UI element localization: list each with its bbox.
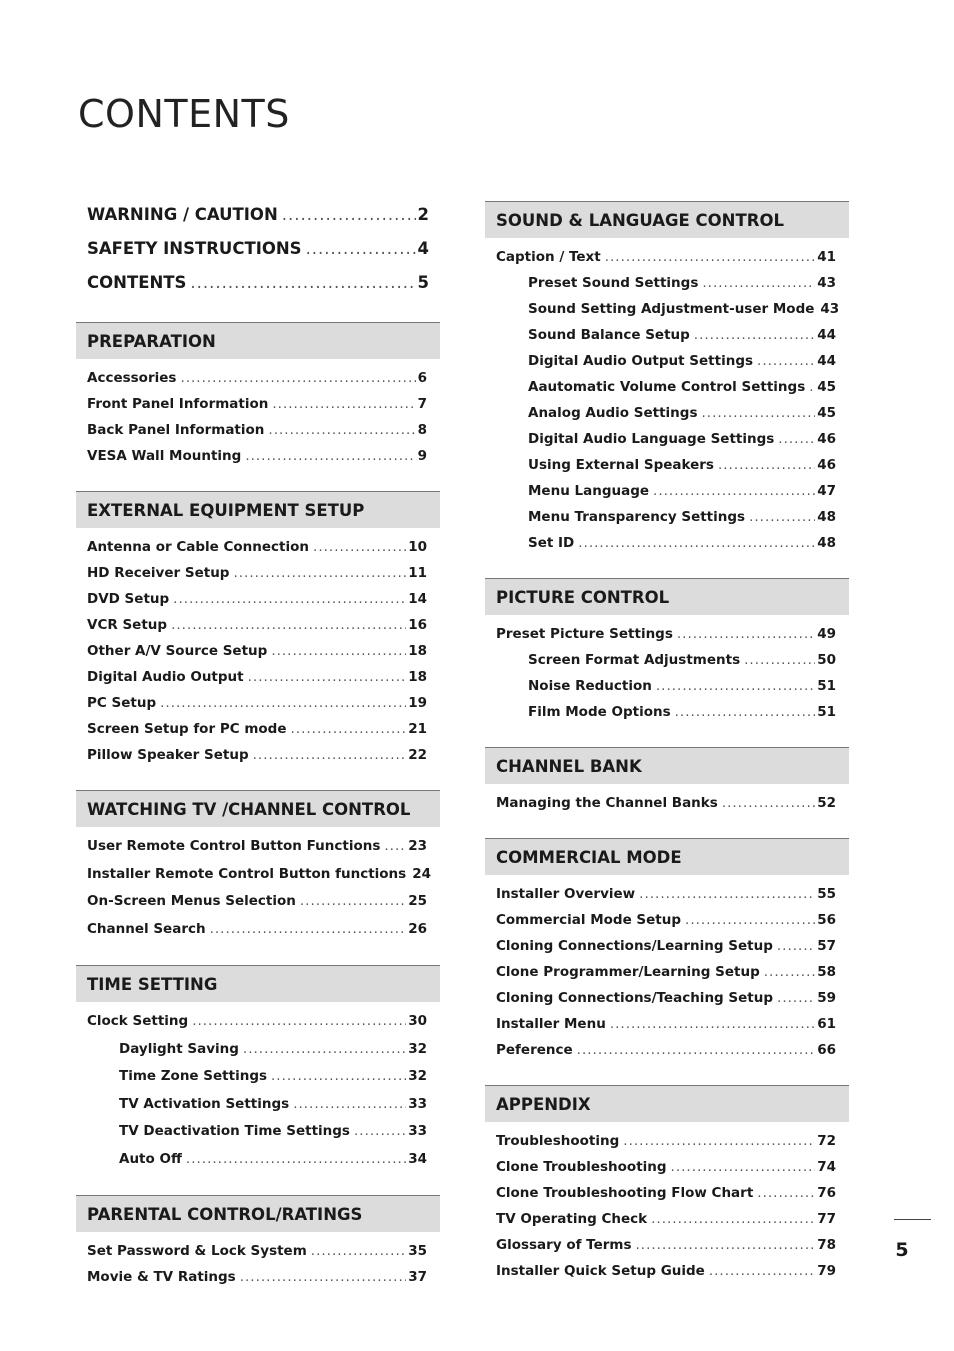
entry-label: DVD Setup	[87, 591, 170, 607]
section-entries	[485, 615, 849, 725]
entry-page: 51	[817, 704, 836, 720]
entry-label: Analog Audio Settings	[528, 405, 698, 421]
dot-leader	[290, 716, 406, 742]
entry-page: 10	[408, 539, 427, 555]
dot-leader	[300, 888, 406, 916]
entry-label: Other A/V Source Setup	[87, 643, 268, 659]
dot-leader	[173, 586, 406, 612]
entry-label: Caption / Text	[496, 249, 601, 265]
entry-label: Auto Off	[119, 1150, 182, 1167]
entry-label: Installer Overview	[496, 886, 636, 902]
dot-leader	[160, 690, 406, 716]
entry-page: 25	[408, 893, 427, 909]
dot-leader	[677, 621, 815, 647]
entry-page: 52	[817, 795, 836, 811]
entry-label: Clone Troubleshooting	[496, 1159, 667, 1175]
entry-label: Preset Sound Settings	[528, 275, 699, 291]
toc-entry[interactable]	[496, 647, 836, 673]
entry-page: 48	[817, 535, 836, 551]
dot-leader	[722, 790, 815, 816]
entry-page: 32	[408, 1068, 427, 1084]
toc-entry[interactable]	[496, 322, 836, 348]
entry-label: Aautomatic Volume Control Settings	[528, 379, 806, 395]
toc-section	[76, 965, 440, 1173]
entry-label: Back Panel Information	[87, 422, 265, 438]
toc-section	[76, 491, 440, 768]
entry-page: 33	[408, 1095, 427, 1112]
toc-entry[interactable]	[87, 266, 429, 300]
toc-entry[interactable]	[87, 391, 427, 417]
dot-leader	[306, 232, 416, 266]
toc-entry[interactable]	[87, 1118, 427, 1146]
entry-label: Commercial Mode Setup	[496, 912, 682, 928]
entry-page: 7	[417, 396, 427, 412]
toc-entry[interactable]	[87, 1238, 427, 1264]
section-header-picture-control: PICTURE CONTROL	[485, 578, 849, 615]
section-header-external-equipment-setup: EXTERNAL EQUIPMENT SETUP	[76, 491, 440, 528]
entry-label: HD Receiver Setup	[87, 565, 230, 581]
toc-entry[interactable]	[496, 1180, 836, 1206]
dot-leader	[171, 612, 406, 638]
section-entries	[76, 1002, 440, 1173]
entry-label: Antenna or Cable Connection	[87, 539, 310, 555]
toc-entry[interactable]	[87, 365, 427, 391]
toc-entry[interactable]	[496, 621, 836, 647]
entry-label: Clone Programmer/Learning Setup	[496, 964, 760, 980]
dot-leader	[702, 270, 815, 296]
dot-leader	[636, 1232, 816, 1258]
toc-entry[interactable]	[496, 452, 836, 478]
entry-label: Set Password & Lock System	[87, 1243, 307, 1259]
section-entries	[76, 359, 440, 469]
entry-label: Installer Quick Setup Guide	[496, 1263, 705, 1279]
entry-page: 50	[817, 652, 836, 668]
toc-entry[interactable]	[87, 690, 427, 716]
entry-label: Using External Speakers	[528, 457, 714, 473]
entry-page: 48	[817, 509, 836, 525]
dot-leader	[293, 1091, 406, 1119]
entry-page: 32	[408, 1040, 427, 1057]
entry-page: 47	[817, 483, 836, 499]
entry-label: Accessories	[87, 370, 177, 386]
dot-leader	[718, 452, 815, 478]
entry-page: 58	[817, 964, 836, 980]
entry-page: 59	[817, 990, 836, 1006]
entry-label: Cloning Connections/Teaching Setup	[496, 990, 774, 1006]
section-header-commercial-mode: COMMERCIAL MODE	[485, 838, 849, 875]
toc-entry[interactable]	[496, 1037, 836, 1063]
entry-page: 35	[408, 1243, 427, 1259]
section-header-channel-bank: CHANNEL BANK	[485, 747, 849, 784]
dot-leader	[282, 198, 416, 232]
dot-leader	[671, 1154, 816, 1180]
entry-page: 11	[408, 565, 427, 581]
entry-label: Movie & TV Ratings	[87, 1269, 236, 1285]
page-title: CONTENTS	[78, 92, 290, 136]
toc-section	[485, 838, 849, 1063]
entry-label: Preset Picture Settings	[496, 626, 673, 642]
entry-page: 72	[817, 1133, 836, 1149]
section-entries	[76, 1232, 440, 1290]
dot-leader	[245, 443, 415, 469]
entry-page: 16	[408, 617, 427, 633]
toc-entry[interactable]	[496, 478, 836, 504]
entry-label: Sound Setting Adjustment-user Mode	[528, 301, 815, 317]
entry-label: Managing the Channel Banks	[496, 795, 718, 811]
toc-section	[76, 1195, 440, 1290]
entry-page: 6	[417, 370, 427, 386]
toc-entry[interactable]	[496, 1258, 836, 1284]
entry-page: 51	[817, 678, 836, 694]
entry-label: Pillow Speaker Setup	[87, 747, 249, 763]
right-column	[485, 201, 849, 1306]
entry-page: 5	[417, 273, 429, 292]
dot-leader	[272, 391, 415, 417]
entry-label: Digital Audio Output	[87, 669, 244, 685]
entry-page: 45	[817, 405, 836, 421]
toc-entry[interactable]	[496, 907, 836, 933]
toc-entry[interactable]	[87, 1036, 427, 1064]
entry-page: 18	[408, 643, 427, 659]
entry-label: Glossary of Terms	[496, 1237, 632, 1253]
entry-label: TV Deactivation Time Settings	[119, 1123, 350, 1139]
entry-label: Cloning Connections/Learning Setup	[496, 938, 773, 954]
section-entries	[76, 827, 440, 943]
left-column	[76, 198, 440, 1312]
entry-page: 9	[417, 448, 427, 464]
dot-leader	[757, 1180, 815, 1206]
toc-section	[76, 790, 440, 943]
dot-leader	[354, 1118, 406, 1146]
entry-page: 74	[817, 1159, 836, 1175]
dot-leader	[384, 833, 406, 861]
toc-entry[interactable]	[496, 1128, 836, 1154]
entry-page: 77	[817, 1211, 836, 1227]
entry-page: 61	[817, 1016, 836, 1032]
dot-leader	[749, 504, 815, 530]
section-entries	[76, 528, 440, 768]
toc-entry[interactable]	[87, 638, 427, 664]
toc-entry[interactable]	[87, 612, 427, 638]
toc-entry[interactable]	[87, 586, 427, 612]
right-sections	[485, 201, 849, 1284]
dot-leader	[253, 742, 407, 768]
section-entries	[485, 1122, 849, 1284]
entry-label: Film Mode Options	[528, 704, 671, 720]
entry-page: 22	[408, 747, 427, 763]
section-header-sound-language-control: SOUND & LANGUAGE CONTROL	[485, 201, 849, 238]
left-sections	[76, 322, 440, 1290]
dot-leader	[271, 638, 406, 664]
toc-entry[interactable]	[87, 1063, 427, 1091]
dot-leader	[651, 1206, 815, 1232]
entry-label: User Remote Control Button Functions	[87, 838, 381, 854]
section-header-parental-control-ratings: PARENTAL CONTROL/RATINGS	[76, 1195, 440, 1232]
toc-entry[interactable]	[496, 504, 836, 530]
entry-page: 14	[408, 591, 427, 607]
dot-leader	[180, 365, 415, 391]
toc-entry[interactable]	[496, 374, 836, 400]
dot-leader	[685, 907, 815, 933]
entry-page: 76	[817, 1185, 836, 1201]
entry-page: 66	[817, 1042, 836, 1058]
entry-page: 18	[408, 669, 427, 685]
section-header-preparation: PREPARATION	[76, 322, 440, 359]
toc-entry[interactable]	[496, 673, 836, 699]
dot-leader	[777, 985, 815, 1011]
entry-label: Screen Setup for PC mode	[87, 721, 287, 737]
entry-page: 34	[408, 1150, 427, 1167]
entry-page: 4	[417, 239, 429, 258]
entry-label: Channel Search	[87, 920, 206, 937]
entry-label: Sound Balance Setup	[528, 327, 690, 343]
entry-label: TV Activation Settings	[119, 1095, 290, 1112]
toc-entry[interactable]	[496, 699, 836, 725]
toc-entry[interactable]	[496, 881, 836, 907]
toc-entry[interactable]	[87, 443, 427, 469]
dot-leader	[778, 426, 815, 452]
dot-leader	[243, 1036, 406, 1064]
toc-entry[interactable]	[496, 985, 836, 1011]
toc-section	[485, 578, 849, 725]
entry-label: Digital Audio Output Settings	[528, 353, 754, 369]
dot-leader	[311, 1238, 406, 1264]
section-header-appendix: APPENDIX	[485, 1085, 849, 1122]
entry-page: 8	[417, 422, 427, 438]
toc-entry[interactable]	[496, 296, 840, 322]
dot-leader	[577, 1037, 816, 1063]
entry-page: 79	[817, 1263, 836, 1279]
entry-page: 37	[408, 1269, 427, 1285]
entry-label: Set ID	[528, 535, 575, 551]
dot-leader	[744, 647, 815, 673]
page-number-rule	[894, 1219, 931, 1220]
entry-label: Clone Troubleshooting Flow Chart	[496, 1185, 754, 1201]
dot-leader	[248, 664, 407, 690]
entry-page: 46	[817, 431, 836, 447]
dot-leader	[313, 534, 406, 560]
toc-entry[interactable]	[87, 1146, 427, 1174]
entry-page: 41	[817, 249, 836, 265]
dot-leader	[809, 374, 815, 400]
dot-leader	[709, 1258, 815, 1284]
entry-label: VCR Setup	[87, 617, 168, 633]
entry-label: Installer Menu	[496, 1016, 606, 1032]
toc-entry[interactable]	[496, 270, 836, 296]
dot-leader	[701, 400, 815, 426]
section-header-time-setting: TIME SETTING	[76, 965, 440, 1002]
toc-section	[76, 322, 440, 469]
entry-page: 21	[408, 721, 427, 737]
entry-label: Clock Setting	[87, 1013, 189, 1029]
toc-entry[interactable]	[496, 1232, 836, 1258]
entry-label: Time Zone Settings	[119, 1068, 268, 1084]
dot-leader	[210, 916, 407, 944]
dot-leader	[233, 560, 406, 586]
toc-entry[interactable]	[87, 1264, 427, 1290]
toc-section	[485, 747, 849, 816]
toc-entry[interactable]	[87, 232, 429, 266]
toc-entry[interactable]	[496, 530, 836, 556]
section-entries	[485, 875, 849, 1063]
toc-entry[interactable]	[87, 1008, 427, 1036]
dot-leader	[757, 348, 815, 374]
dot-leader	[240, 1264, 406, 1290]
dot-leader	[656, 673, 815, 699]
toc-entry[interactable]	[87, 664, 427, 690]
dot-leader	[777, 933, 815, 959]
dot-leader	[675, 699, 816, 725]
dot-leader	[610, 1011, 815, 1037]
toc-entry[interactable]	[496, 426, 836, 452]
page-number: 5	[895, 1239, 909, 1261]
entry-page: 30	[408, 1013, 427, 1029]
entry-page: 44	[817, 353, 836, 369]
entry-label: Troubleshooting	[496, 1133, 620, 1149]
toc-entry[interactable]	[496, 244, 836, 270]
toc-entry[interactable]	[87, 742, 427, 768]
dot-leader	[764, 959, 815, 985]
toc-entry[interactable]	[496, 790, 836, 816]
toc-entry[interactable]	[87, 1091, 427, 1119]
toc-entry[interactable]	[87, 716, 427, 742]
entry-page: 23	[408, 838, 427, 854]
entry-label: Menu Transparency Settings	[528, 509, 746, 525]
entry-label: SAFETY INSTRUCTIONS	[87, 239, 302, 258]
toc-entry[interactable]	[496, 959, 836, 985]
toc-entry[interactable]	[496, 933, 836, 959]
entry-label: Screen Format Adjustments	[528, 652, 741, 668]
entry-label: Noise Reduction	[528, 678, 652, 694]
entry-page: 44	[817, 327, 836, 343]
entry-label: Digital Audio Language Settings	[528, 431, 775, 447]
entry-label: VESA Wall Mounting	[87, 448, 242, 464]
entry-label: Installer Remote Control Button functions	[87, 865, 407, 882]
dot-leader	[578, 530, 815, 556]
entry-page: 2	[417, 205, 429, 224]
entry-label: WARNING / CAUTION	[87, 205, 278, 224]
toc-entry[interactable]	[87, 833, 427, 861]
dot-leader	[623, 1128, 815, 1154]
dot-leader	[190, 266, 415, 300]
toc-entry[interactable]	[87, 560, 427, 586]
dot-leader	[186, 1146, 406, 1174]
entry-page: 24	[412, 865, 431, 882]
toc-entry[interactable]	[496, 1011, 836, 1037]
toc-entry[interactable]	[87, 534, 427, 560]
section-header-watching-tv-channel-control: WATCHING TV /CHANNEL CONTROL	[76, 790, 440, 827]
toc-section	[485, 1085, 849, 1284]
dot-leader	[694, 322, 815, 348]
toc-entry[interactable]	[496, 348, 836, 374]
dot-leader	[605, 244, 815, 270]
entry-page: 78	[817, 1237, 836, 1253]
entry-page: 26	[408, 920, 427, 937]
entry-label: TV Operating Check	[496, 1211, 648, 1227]
entry-page: 57	[817, 938, 836, 954]
dot-leader	[653, 478, 815, 504]
entry-page: 43	[817, 275, 836, 291]
section-entries	[485, 784, 849, 816]
entry-label: PC Setup	[87, 695, 157, 711]
entry-page: 19	[408, 695, 427, 711]
toc-entry[interactable]	[496, 400, 836, 426]
toc-entry[interactable]	[496, 1154, 836, 1180]
entry-label: Menu Language	[528, 483, 650, 499]
toc-entry[interactable]	[87, 861, 431, 889]
dot-leader	[192, 1008, 406, 1036]
entry-page: 55	[817, 886, 836, 902]
top-entries	[76, 198, 440, 300]
entry-label: On-Screen Menus Selection	[87, 893, 296, 909]
toc-entry[interactable]	[496, 1206, 836, 1232]
toc-entry[interactable]	[87, 888, 427, 916]
entry-page: 56	[817, 912, 836, 928]
entry-label: Daylight Saving	[119, 1040, 239, 1057]
toc-entry[interactable]	[87, 198, 429, 232]
entry-label: CONTENTS	[87, 273, 187, 292]
entry-label: Peference	[496, 1042, 573, 1058]
entry-page: 45	[817, 379, 836, 395]
dot-leader	[268, 417, 415, 443]
entry-label: Front Panel Information	[87, 396, 269, 412]
section-entries	[485, 238, 849, 556]
entry-page: 43	[820, 301, 840, 317]
dot-leader	[639, 881, 815, 907]
toc-entry[interactable]	[87, 916, 427, 944]
entry-page: 49	[817, 626, 836, 642]
toc-entry[interactable]	[87, 417, 427, 443]
entry-page: 46	[817, 457, 836, 473]
dot-leader	[271, 1063, 406, 1091]
toc-section	[485, 201, 849, 556]
entry-page: 33	[408, 1123, 427, 1139]
